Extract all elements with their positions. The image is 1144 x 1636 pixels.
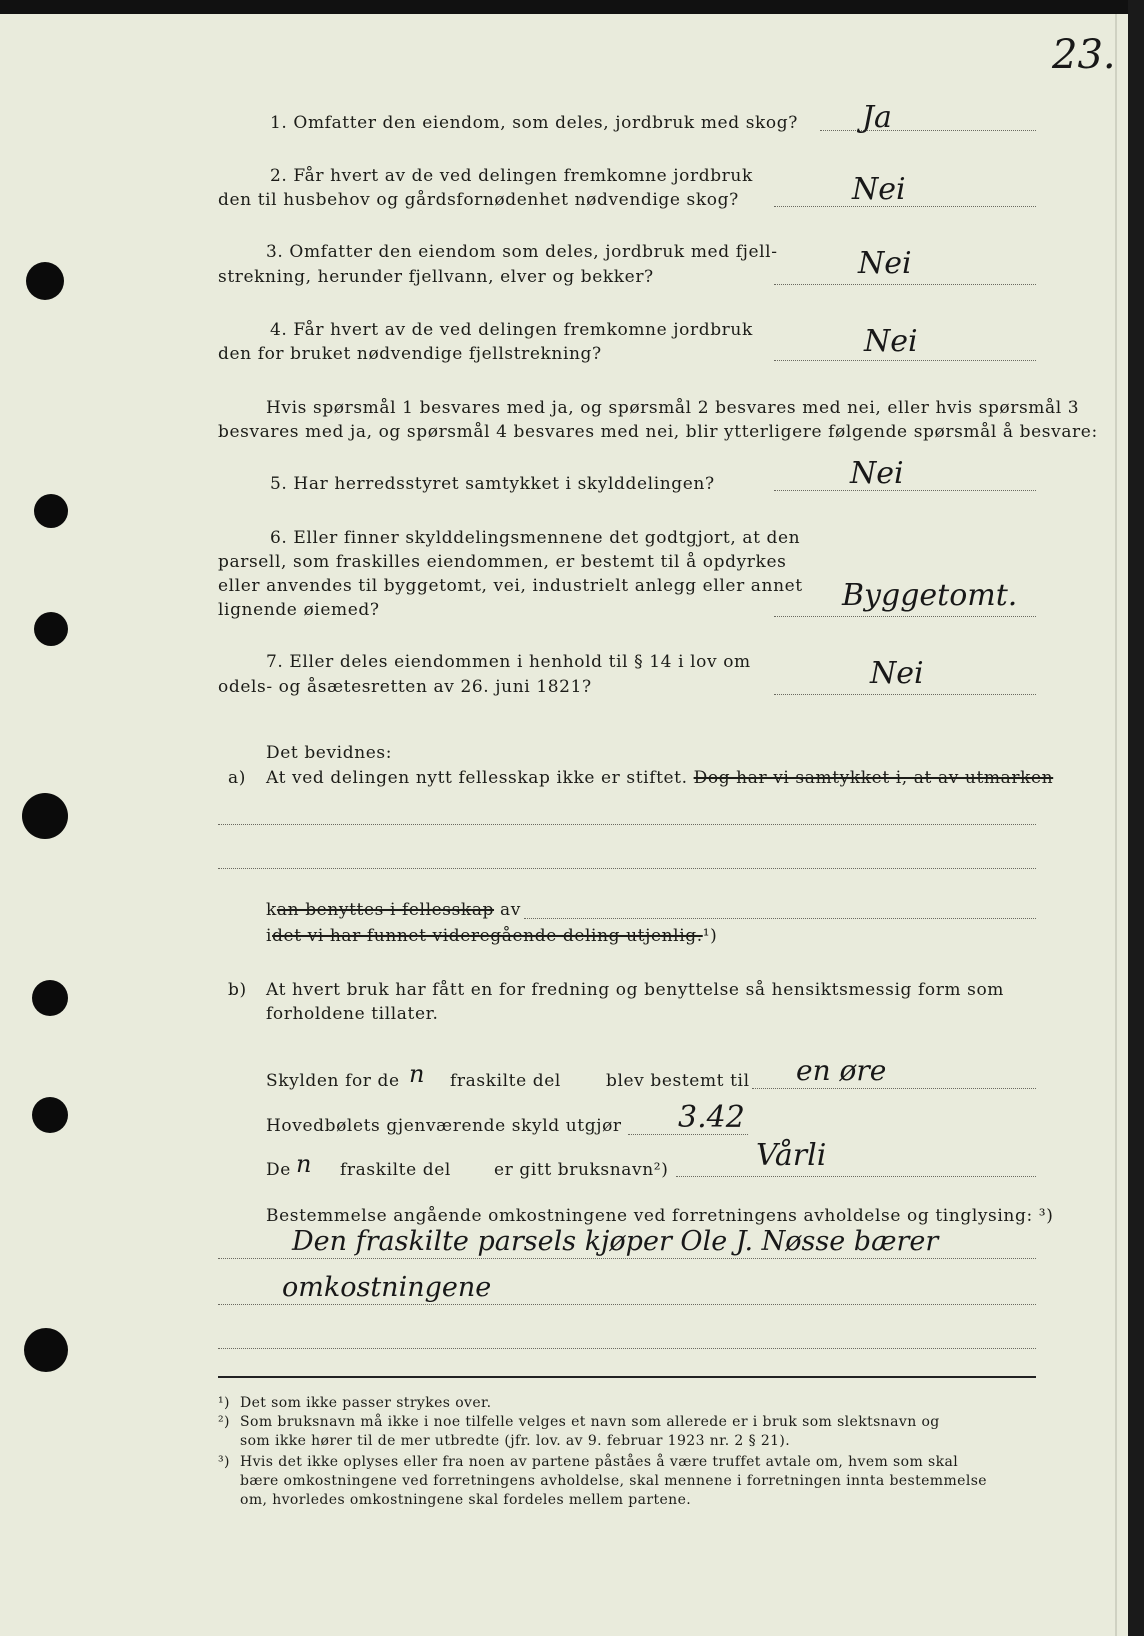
question-1-line-1: 1. Omfatter den eiendom, som deles, jordbruk med skog? (270, 113, 798, 133)
footnote-3-line-3: om, hvorledes omkostningene skal fordeles mellem partene. (240, 1492, 692, 1508)
question-4-line-1: 4. Får hvert av de ved delingen fremkomne jordbruk (270, 320, 753, 340)
punch-hole (32, 980, 68, 1016)
blank-line (218, 1304, 1036, 1305)
question-7-line-1: 7. Eller deles eiendommen i henhold til § 14 i lov om (266, 652, 751, 672)
footnote-3-line-1: Hvis det ikke oplyses eller fra noen av partene påståes å være truffet avtale om, hvem som skal (240, 1454, 959, 1470)
skylden-value: en øre (796, 1054, 887, 1087)
bevidnes-a-line-2-keep: k (266, 900, 277, 920)
page-crease (1115, 0, 1117, 1636)
bevidnes-a-line-3-struck: det vi har funnet videregående deling utjenlig. (272, 926, 703, 946)
bevidnes-a-line-3-keep: i (266, 926, 273, 946)
question-3-line-1: 3. Omfatter den eiendom som deles, jordbruk med fjell- (266, 242, 778, 262)
question-7-line-2: odels- og åsætesretten av 26. juni 1821? (218, 677, 592, 697)
question-6-line-2: parsell, som fraskilles eiendommen, er bestemt til å opdyrkes (218, 552, 787, 572)
bruksnavn-prefix: De (266, 1160, 291, 1180)
question-6-line-3: eller anvendes til byggetomt, vei, industrielt anlegg eller annet (218, 576, 803, 596)
question-2-line-2: den til husbehov og gårdsfornødenhet nødvendige skog? (218, 190, 739, 210)
footnote-1-line-1: Det som ikke passer strykes over. (240, 1395, 492, 1411)
question-4-answer: Nei (864, 324, 918, 359)
bruksnavn-end: er gitt bruksnavn²) (494, 1160, 669, 1180)
bevidnes-b-line-1: At hvert bruk har fått en for fredning og benyttelse så hensiktsmessig form som (266, 980, 1005, 1000)
bevidnes-b-label: b) (228, 980, 247, 1000)
answer-line (774, 284, 1036, 285)
answer-line (774, 694, 1036, 695)
footnote-3-mark: ³) (218, 1454, 230, 1470)
punch-hole (22, 793, 68, 839)
footnote-2-line-2: som ikke hører til de mer utbredte (jfr. lov. av 9. februar 1923 nr. 2 § 21). (240, 1433, 791, 1449)
question-1-answer: Ja (862, 100, 892, 135)
skylden-prefix: Skylden for de (266, 1071, 400, 1091)
bevidnes-b-line-2: forholdene tillater. (266, 1004, 439, 1024)
bevidnes-heading: Det bevidnes: (266, 743, 393, 763)
footnote-3-line-2: bære omkostningene ved forretningens avholdelse, skal mennene i forretningen innta bestemmelse (240, 1473, 987, 1489)
punch-hole (34, 494, 68, 528)
question-4-line-2: den for bruket nødvendige fjellstrekning? (218, 344, 602, 364)
hovedbol-value: 3.42 (678, 1100, 745, 1135)
bestemmelse-line-1: Den fraskilte parsels kjøper Ole J. Nøsse bærer (292, 1226, 939, 1257)
scan-top-edge (0, 0, 1144, 14)
blank-line (218, 1258, 1036, 1259)
punch-hole (32, 1097, 68, 1133)
conditional-line-2: besvares med ja, og spørsmål 4 besvares med nei, blir ytterligere følgende spørsmål å besvare: (218, 422, 1098, 442)
question-2-line-1: 2. Får hvert av de ved delingen fremkomne jordbruk (270, 166, 753, 186)
bevidnes-a-label: a) (228, 768, 246, 788)
skylden-mid: fraskilte del (450, 1071, 561, 1091)
answer-line (774, 360, 1036, 361)
page-number: 23. (1052, 32, 1116, 78)
blank-line (218, 824, 1036, 825)
bevidnes-a-line-2-end: av (494, 900, 521, 920)
bevidnes-a-line-3-end: ¹) (702, 926, 718, 946)
bruksnavn-value: Vårli (756, 1138, 827, 1173)
bestemmelse-label: Bestemmelse angående omkostningene ved forretningens avholdelse og tinglysing: ³) (266, 1206, 1054, 1226)
footnote-2-line-1: Som bruksnavn må ikke i noe tilfelle velges et navn som allerede er i bruk som slektsnavn og (240, 1414, 940, 1430)
bevidnes-a-line-1 (266, 766, 1053, 790)
question-6-line-1: 6. Eller finner skylddelingsmennene det godtgjort, at den (270, 528, 801, 548)
question-5-line-1: 5. Har herredsstyret samtykket i skylddelingen? (270, 474, 715, 494)
blank-line (218, 1348, 1036, 1349)
bestemmelse-line-2: omkostningene (282, 1272, 492, 1303)
question-2-answer: Nei (852, 172, 906, 207)
answer-line (820, 130, 1036, 131)
question-7-answer: Nei (870, 656, 924, 691)
skylden-hw-n: n (409, 1060, 425, 1088)
answer-line (774, 616, 1036, 617)
blank-line (218, 868, 1036, 869)
hovedbol-label: Hovedbølets gjenværende skyld utgjør (266, 1116, 622, 1136)
bevidnes-a-line-3 (266, 924, 717, 948)
punch-hole (24, 1328, 68, 1372)
scan-right-edge (1128, 0, 1144, 1636)
punch-hole (34, 612, 68, 646)
footnote-1-mark: ¹) (218, 1395, 230, 1411)
answer-line (676, 1176, 1036, 1177)
blank-line (524, 918, 1036, 919)
bevidnes-a-line-2 (266, 898, 521, 922)
bevidnes-a-struck: Dog har vi samtykket i, at av utmarken (693, 768, 1054, 788)
punch-hole (26, 262, 64, 300)
bevidnes-a-text: At ved delingen nytt fellesskap ikke er stiftet. (266, 768, 688, 788)
bevidnes-a-line-2-struck: an benyttes i fellesskap (276, 900, 495, 920)
conditional-line-1: Hvis spørsmål 1 besvares med ja, og spørsmål 2 besvares med nei, eller hvis spørsmål 3 (266, 398, 1080, 418)
answer-line (774, 490, 1036, 491)
question-3-answer: Nei (858, 246, 912, 281)
bruksnavn-hw-n: n (296, 1150, 312, 1178)
question-3-line-2: strekning, herunder fjellvann, elver og bekker? (218, 267, 654, 287)
answer-line (752, 1088, 1036, 1089)
question-6-line-4: lignende øiemed? (218, 600, 380, 620)
footnote-2-mark: ²) (218, 1414, 230, 1430)
bruksnavn-mid: fraskilte del (340, 1160, 451, 1180)
question-6-answer: Byggetomt. (842, 578, 1018, 613)
question-5-answer: Nei (850, 456, 904, 491)
footnote-divider (218, 1376, 1036, 1378)
skylden-end: blev bestemt til (606, 1071, 750, 1091)
